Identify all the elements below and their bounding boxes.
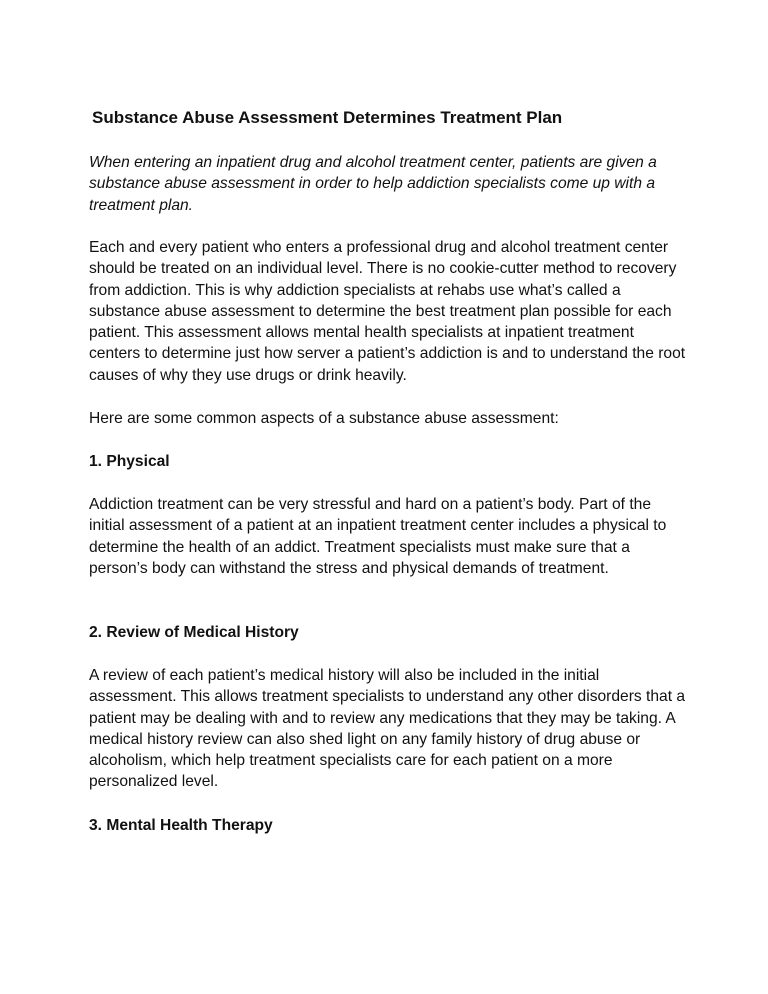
paragraph: Each and every patient who enters a professional drug and alcohol treatment center should be treated on an individual level. There is no cookie-cutter method to recovery from addiction. This is why addiction specialists at rehabs use what’s called a substance abuse assessment to determine the best treatment plan possible for each patient. This assessment allows mental health specialists at inpatient treatment centers to determine just how server a patient’s addiction is and to understand the root causes of why they use drugs or drink heavily.: [89, 239, 686, 384]
document-title: Substance Abuse Assessment Determines Treatment Plan: [92, 108, 563, 127]
paragraph: Addiction treatment can be very stressful and hard on a patient’s body. Part of the initial assessment of a patient at an inpatient treatment center includes a physical to determine the health of an addict. Treatment specialists must make sure that a person’s body can withstand the stress and physical demands of treatment.: [89, 496, 667, 577]
paragraph: A review of each patient’s medical history will also be included in the initial assessment. This allows treatment specialists to understand any other disorders that a patient may be dealing with and to review any medications that they may be taking. A medical history review can also shed light on any family history of drug abuse or alcoholism, which help treatment specialists care for each patient on a more personalized level.: [89, 667, 686, 791]
paragraph: Here are some common aspects of a substance abuse assessment:: [89, 410, 559, 427]
section-heading: 3. Mental Health Therapy: [89, 817, 273, 834]
intro-paragraph: When entering an inpatient drug and alcohol treatment center, patients are given a substance abuse assessment in order to help addiction specialists come up with a treatment plan.: [89, 154, 657, 214]
section-heading: 2. Review of Medical History: [89, 624, 299, 641]
section-heading: 1. Physical: [89, 453, 170, 470]
